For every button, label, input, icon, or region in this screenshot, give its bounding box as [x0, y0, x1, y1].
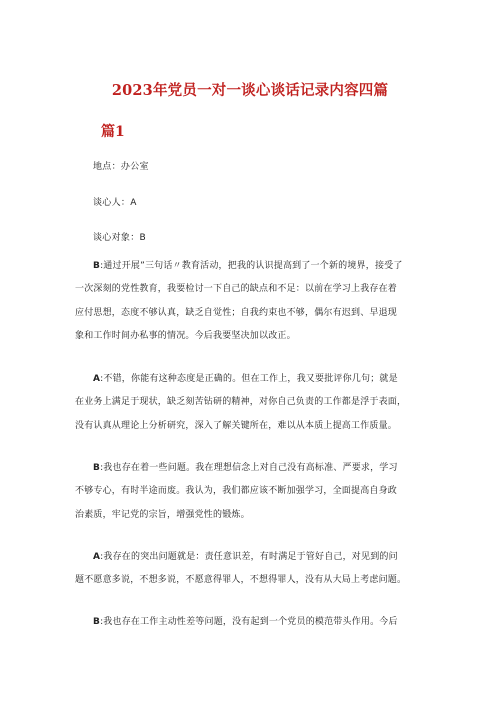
speaker-label: B [93, 617, 101, 627]
paragraph-line: 在业务上满足于现状，缺乏刻苦钻研的精神，对你自己负责的工作都是浮于表面， [75, 397, 407, 408]
line-text: :不错，你能有这种态度是正确的。但在工作上，我又要批评你几句；就是 [100, 374, 398, 384]
dialogue-paragraph [75, 546, 431, 593]
line-text: :通过开展”三句话〃教育活动，把我的认识提高到了一个新的境界，接受了 [100, 261, 403, 271]
paragraph-line [75, 546, 431, 569]
paragraph-line: 题不愿意多说，不想多说，不愿意得罪人，不想得罪人，没有从大局上考虑问题。 [75, 575, 407, 586]
paragraph-line: 一次深刻的党性教育，我要检讨一下自己的缺点和不足：以前在学习上我存在着 [75, 284, 398, 295]
speaker-label: B [93, 261, 101, 271]
speaker-label: B [93, 463, 101, 473]
paragraph-line: 象和工作时间办私事的情况。今后我要坚决加以改正。 [75, 330, 296, 341]
meta-interviewee: 谈心对象：B [93, 233, 146, 243]
dialogue-paragraph [75, 255, 431, 348]
meta-interviewer: 谈心人：A [93, 198, 137, 208]
paragraph-line [75, 611, 431, 634]
dialogue-paragraph [75, 368, 431, 438]
meta-location: 地点：办公室 [93, 162, 149, 172]
line-text: :我也存在工作主动性差等问题，没有起到一个党员的模范带头作用。今后 [100, 617, 398, 627]
paragraph-line: 不够专心，有时半途而废。我认为，我们都应该不断加强学习，全面提高自身政 [75, 486, 398, 497]
paragraph-line: 应付思想，态度不够认真，缺乏自觉性；自我约束也不够，偶尔有迟到、早退现 [75, 307, 398, 318]
speaker-label: A [93, 552, 101, 562]
line-text: :我存在的突出问题就是：责任意识差，有时满足于管好自己，对见到的问 [100, 552, 398, 562]
section-heading: 篇1 [101, 124, 125, 140]
paragraph-line [75, 368, 431, 391]
paragraph-line: 没有认真从理论上分析研究，深入了解关键所在，难以从本质上提高工作质量。 [75, 420, 398, 431]
paragraph-line [75, 457, 431, 480]
dialogue-paragraph [75, 457, 431, 527]
paragraph-line: 治素质，牢记党的宗旨，增强党性的锻炼。 [75, 509, 250, 520]
document-title: 2023年党员一对一谈心谈话记录内容四篇 [111, 82, 389, 99]
speaker-label: A [93, 374, 101, 384]
dialogue-paragraph [75, 611, 431, 634]
paragraph-line [75, 255, 431, 278]
line-text: :我也存在着一些问题。我在理想信念上对自己没有高标准、严要求，学习 [100, 463, 398, 473]
